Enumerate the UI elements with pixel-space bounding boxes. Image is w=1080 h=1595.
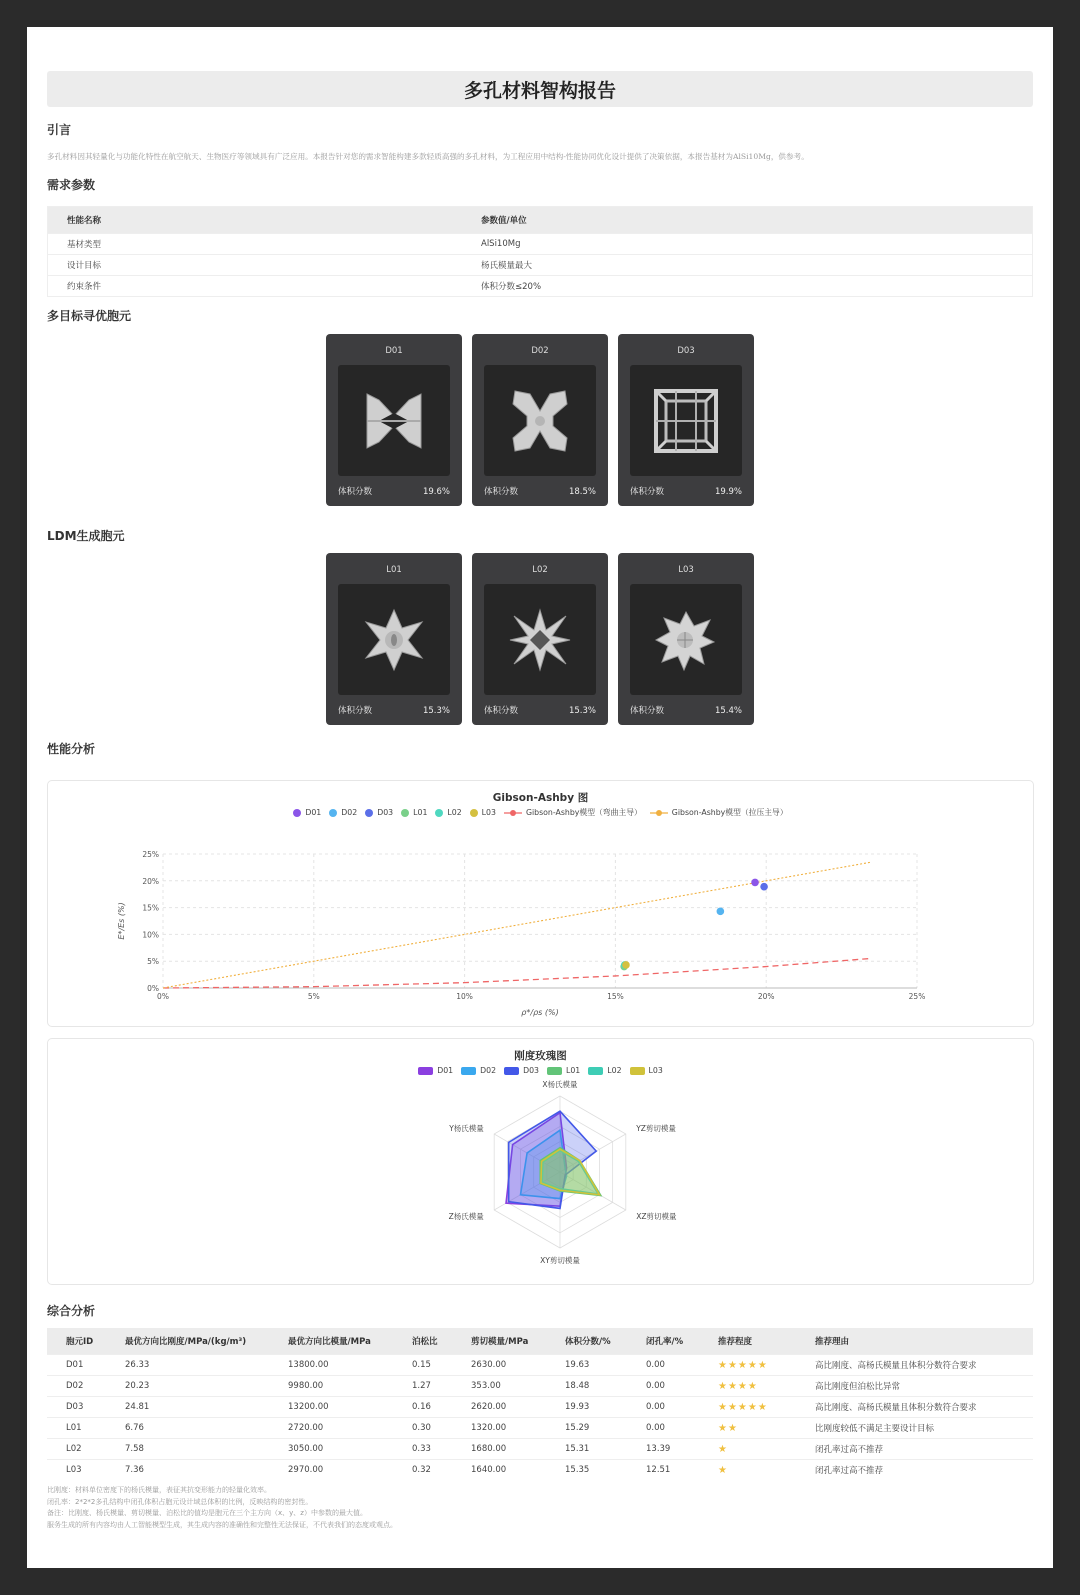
table-row xyxy=(47,1376,1033,1397)
cell-modulus: 13800.00 xyxy=(269,1355,393,1376)
ldm-cells-grid xyxy=(27,553,1053,725)
cell-closed: 13.39 xyxy=(627,1439,699,1460)
volume-label: 体积分数 xyxy=(630,487,665,497)
star-lattice-icon xyxy=(338,584,450,695)
cell-id: D01 xyxy=(47,1355,106,1376)
cell-modulus: 2970.00 xyxy=(269,1460,393,1481)
cell-shear: 1320.00 xyxy=(452,1418,546,1439)
volume-value: 15.4% xyxy=(714,706,742,716)
col-header: 泊松比 xyxy=(393,1328,452,1355)
cell-card-d01[interactable] xyxy=(326,334,462,506)
param-name: 设计目标 xyxy=(48,255,463,276)
y-axis-title: E*/Es (%) xyxy=(117,902,126,940)
rating-stars xyxy=(699,1397,796,1418)
chart-title: Gibson-Ashby 图 xyxy=(492,792,589,804)
legend-label: L03 xyxy=(648,1066,663,1075)
legend-label: D01 xyxy=(305,808,322,817)
table-row xyxy=(47,1439,1033,1460)
rating-stars xyxy=(699,1418,796,1439)
cell-shear: 2630.00 xyxy=(452,1355,546,1376)
cell-poisson: 0.15 xyxy=(393,1355,452,1376)
cell-modulus: 2720.00 xyxy=(269,1418,393,1439)
radar-axis-label: XZ剪切模量 xyxy=(636,1212,677,1221)
requirements-table xyxy=(47,206,1033,297)
volume-value: 18.5% xyxy=(568,487,596,497)
rating-stars xyxy=(699,1439,796,1460)
report-page xyxy=(27,27,1053,1568)
col-header: 剪切模量/MPa xyxy=(452,1328,546,1355)
cell-specific-stiffness: 26.33 xyxy=(106,1355,269,1376)
star-icon: ★★★★ xyxy=(718,1380,758,1392)
rating-stars xyxy=(699,1460,796,1481)
ldm-cells-heading: LDM生成胞元 xyxy=(47,529,125,543)
cell-id: D03 xyxy=(47,1397,106,1418)
cell-id: L01 xyxy=(47,1418,106,1439)
volume-label: 体积分数 xyxy=(338,487,373,497)
optimal-cells-heading: 多目标寻优胞元 xyxy=(47,309,132,323)
volume-value: 15.3% xyxy=(568,706,596,716)
param-name: 基材类型 xyxy=(48,234,463,255)
legend-label: D01 xyxy=(437,1066,454,1075)
cell-shear: 2620.00 xyxy=(452,1397,546,1418)
radar-axis-label: XY剪切模量 xyxy=(540,1256,580,1265)
cell-id: D02 xyxy=(531,346,549,356)
table-row xyxy=(47,1355,1033,1376)
stiffness-radar-plot xyxy=(48,1039,1033,1284)
cell-reason: 闭孔率过高不推荐 xyxy=(796,1439,1033,1460)
star-lattice-icon xyxy=(630,584,742,695)
gibson-ashby-chart xyxy=(47,780,1034,1027)
legend-label: L01 xyxy=(413,808,428,817)
volume-value: 19.6% xyxy=(422,487,450,497)
y-tick-label: 20% xyxy=(142,876,159,886)
col-header: 胞元ID xyxy=(47,1328,106,1355)
cubic-frame-lattice-icon xyxy=(630,365,742,476)
cell-poisson: 0.33 xyxy=(393,1439,452,1460)
requirements-heading: 需求参数 xyxy=(47,178,96,192)
cell-card-d03[interactable] xyxy=(618,334,754,506)
cell-poisson: 0.30 xyxy=(393,1418,452,1439)
bowtie-lattice-icon xyxy=(338,365,450,476)
y-tick-label: 10% xyxy=(142,930,159,940)
legend-label: D02 xyxy=(480,1066,497,1075)
cell-specific-stiffness: 20.23 xyxy=(106,1376,269,1397)
star-icon: ★ xyxy=(718,1443,728,1455)
cell-id: D01 xyxy=(385,346,403,356)
star-lattice-icon xyxy=(484,584,596,695)
star-icon: ★★★★★ xyxy=(718,1359,768,1371)
cell-volume: 15.29 xyxy=(546,1418,627,1439)
cell-card-l01[interactable] xyxy=(326,553,462,725)
table-row xyxy=(48,234,1033,255)
y-tick-label: 25% xyxy=(142,850,159,859)
param-value: 杨氏模量最大 xyxy=(462,255,1033,276)
radar-axis-label: YZ剪切模量 xyxy=(636,1124,676,1133)
legend-label: L01 xyxy=(566,1066,581,1075)
cell-poisson: 1.27 xyxy=(393,1376,452,1397)
param-value: 体积分数≤20% xyxy=(462,276,1033,297)
x-tick-label: 20% xyxy=(757,992,775,1001)
star-icon: ★ xyxy=(718,1464,728,1476)
cell-card-l03[interactable] xyxy=(618,553,754,725)
cell-card-d02[interactable] xyxy=(472,334,608,506)
stiffness-rose-chart xyxy=(47,1038,1034,1285)
cell-closed: 0.00 xyxy=(627,1418,699,1439)
y-tick-label: 15% xyxy=(142,903,159,913)
x-tick-label: 15% xyxy=(607,992,624,1001)
report-title: 多孔材料智构报告 xyxy=(47,71,1033,107)
note-line: 备注：比刚度、杨氏模量、剪切模量、泊松比的值均是胞元在三个主方向（x、y、z）中参数的最大值。 xyxy=(47,1509,367,1517)
radar-axis-label: X杨氏模量 xyxy=(542,1080,578,1089)
cell-id: L03 xyxy=(47,1460,106,1481)
legend-label: L02 xyxy=(607,1066,622,1075)
table-row xyxy=(47,1397,1033,1418)
cell-id: D02 xyxy=(47,1376,106,1397)
legend-label: D03 xyxy=(523,1066,539,1075)
cell-shear: 353.00 xyxy=(452,1376,546,1397)
note-line: 闭孔率：2*2*2多孔结构中闭孔体积占胞元设计域总体积的比例，反映结构的密封性。 xyxy=(47,1497,313,1506)
x-tick-label: 0% xyxy=(157,992,169,1001)
col-value-header: 参数值/单位 xyxy=(462,207,1033,234)
cell-reason: 比刚度较低不满足主要设计目标 xyxy=(796,1418,1033,1439)
legend-label: D02 xyxy=(341,808,358,817)
star-icon: ★★ xyxy=(718,1422,738,1434)
data-point-d01 xyxy=(751,879,759,887)
col-header: 体积分数/% xyxy=(546,1328,627,1355)
performance-heading: 性能分析 xyxy=(47,742,96,756)
legend-label: D03 xyxy=(377,808,394,817)
cell-modulus: 3050.00 xyxy=(269,1439,393,1460)
cell-specific-stiffness: 6.76 xyxy=(106,1418,269,1439)
volume-label: 体积分数 xyxy=(484,706,519,716)
data-point-d02 xyxy=(717,908,725,916)
x-lattice-icon xyxy=(484,365,596,476)
radar-axis-label: Z杨氏模量 xyxy=(448,1212,484,1221)
x-tick-label: 25% xyxy=(908,992,926,1001)
summary-table xyxy=(47,1328,1033,1480)
cell-id: L02 xyxy=(532,565,548,575)
volume-value: 15.3% xyxy=(422,706,450,716)
param-value: AlSi10Mg xyxy=(462,234,1033,255)
x-axis-title: ρ*/ρs (%) xyxy=(521,1008,559,1017)
model-line xyxy=(163,958,872,988)
col-header: 推荐理由 xyxy=(796,1328,1033,1355)
data-point-l03 xyxy=(622,961,630,969)
legend-label: L02 xyxy=(447,808,462,817)
y-tick-label: 5% xyxy=(147,957,159,967)
cell-specific-stiffness: 7.58 xyxy=(106,1439,269,1460)
gibson-ashby-plot xyxy=(48,781,1033,1026)
volume-value: 19.9% xyxy=(714,487,742,497)
volume-label: 体积分数 xyxy=(630,706,665,716)
table-row xyxy=(48,255,1033,276)
cell-id: L02 xyxy=(47,1439,106,1460)
col-name-header: 性能名称 xyxy=(48,207,463,234)
cell-shear: 1680.00 xyxy=(452,1439,546,1460)
cell-specific-stiffness: 7.36 xyxy=(106,1460,269,1481)
cell-id: L03 xyxy=(678,565,694,575)
intro-heading: 引言 xyxy=(47,123,72,137)
cell-shear: 1640.00 xyxy=(452,1460,546,1481)
rating-stars xyxy=(699,1355,796,1376)
x-tick-label: 10% xyxy=(456,992,473,1001)
cell-volume: 15.31 xyxy=(546,1439,627,1460)
cell-volume: 18.48 xyxy=(546,1376,627,1397)
cell-id: L01 xyxy=(386,565,402,575)
legend-label: L03 xyxy=(481,808,496,817)
chart-title: 刚度玫瑰图 xyxy=(514,1050,567,1062)
cell-volume: 19.63 xyxy=(546,1355,627,1376)
table-row xyxy=(47,1418,1033,1439)
cell-id: D03 xyxy=(677,346,695,356)
footnotes xyxy=(47,1485,397,1531)
intro-text: 多孔材料因其轻量化与功能化特性在航空航天、生物医疗等领域具有广泛应用。本报告针对您的需求智能构建多款轻质高强的多孔材料，为工程应用中结构-性能协同优化设计提供了决策依据，本报告基材为AlSi10Mg，供参考。 xyxy=(47,152,809,161)
cell-reason: 高比刚度、高杨氏模量且体积分数符合要求 xyxy=(796,1355,1033,1376)
x-tick-label: 5% xyxy=(307,992,320,1001)
data-point-d03 xyxy=(760,883,768,891)
cell-closed: 0.00 xyxy=(627,1355,699,1376)
legend-label: Gibson-Ashby模型（弯曲主导） xyxy=(525,808,642,817)
table-header-row xyxy=(47,1328,1033,1355)
note-line: 比刚度：材料单位密度下的杨氏模量，表征其抗变形能力的轻量化效率。 xyxy=(47,1486,271,1494)
rating-stars xyxy=(699,1376,796,1397)
table-row xyxy=(47,1460,1033,1481)
volume-label: 体积分数 xyxy=(484,487,519,497)
note-line: 服务生成的所有内容均由人工智能模型生成，其生成内容的准确性和完整性无法保证，不代表我们的态度或观点。 xyxy=(47,1520,397,1529)
cell-specific-stiffness: 24.81 xyxy=(106,1397,269,1418)
volume-label: 体积分数 xyxy=(338,706,373,716)
cell-closed: 0.00 xyxy=(627,1397,699,1418)
table-row xyxy=(48,276,1033,297)
col-header: 最优方向比刚度/MPa/(kg/m³) xyxy=(106,1328,269,1355)
param-name: 约束条件 xyxy=(48,276,463,297)
cell-reason: 高比刚度但泊松比异常 xyxy=(796,1376,1033,1397)
cell-poisson: 0.16 xyxy=(393,1397,452,1418)
star-icon: ★★★★★ xyxy=(718,1401,768,1413)
summary-heading: 综合分析 xyxy=(47,1304,96,1318)
cell-closed: 0.00 xyxy=(627,1376,699,1397)
cell-modulus: 13200.00 xyxy=(269,1397,393,1418)
col-header: 最优方向比模量/MPa xyxy=(269,1328,393,1355)
cell-poisson: 0.32 xyxy=(393,1460,452,1481)
legend-label: Gibson-Ashby模型（拉压主导） xyxy=(671,808,788,817)
cell-closed: 12.51 xyxy=(627,1460,699,1481)
col-header: 推荐程度 xyxy=(699,1328,796,1355)
cell-volume: 15.35 xyxy=(546,1460,627,1481)
cell-reason: 闭孔率过高不推荐 xyxy=(796,1460,1033,1481)
table-header-row xyxy=(48,207,1033,234)
cell-volume: 19.93 xyxy=(546,1397,627,1418)
y-tick-label: 0% xyxy=(147,984,159,993)
cell-modulus: 9980.00 xyxy=(269,1376,393,1397)
col-header: 闭孔率/% xyxy=(627,1328,699,1355)
cell-card-l02[interactable] xyxy=(472,553,608,725)
cell-reason: 高比刚度、高杨氏模量且体积分数符合要求 xyxy=(796,1397,1033,1418)
optimal-cells-grid xyxy=(27,334,1053,506)
radar-axis-label: Y杨氏模量 xyxy=(449,1124,484,1133)
